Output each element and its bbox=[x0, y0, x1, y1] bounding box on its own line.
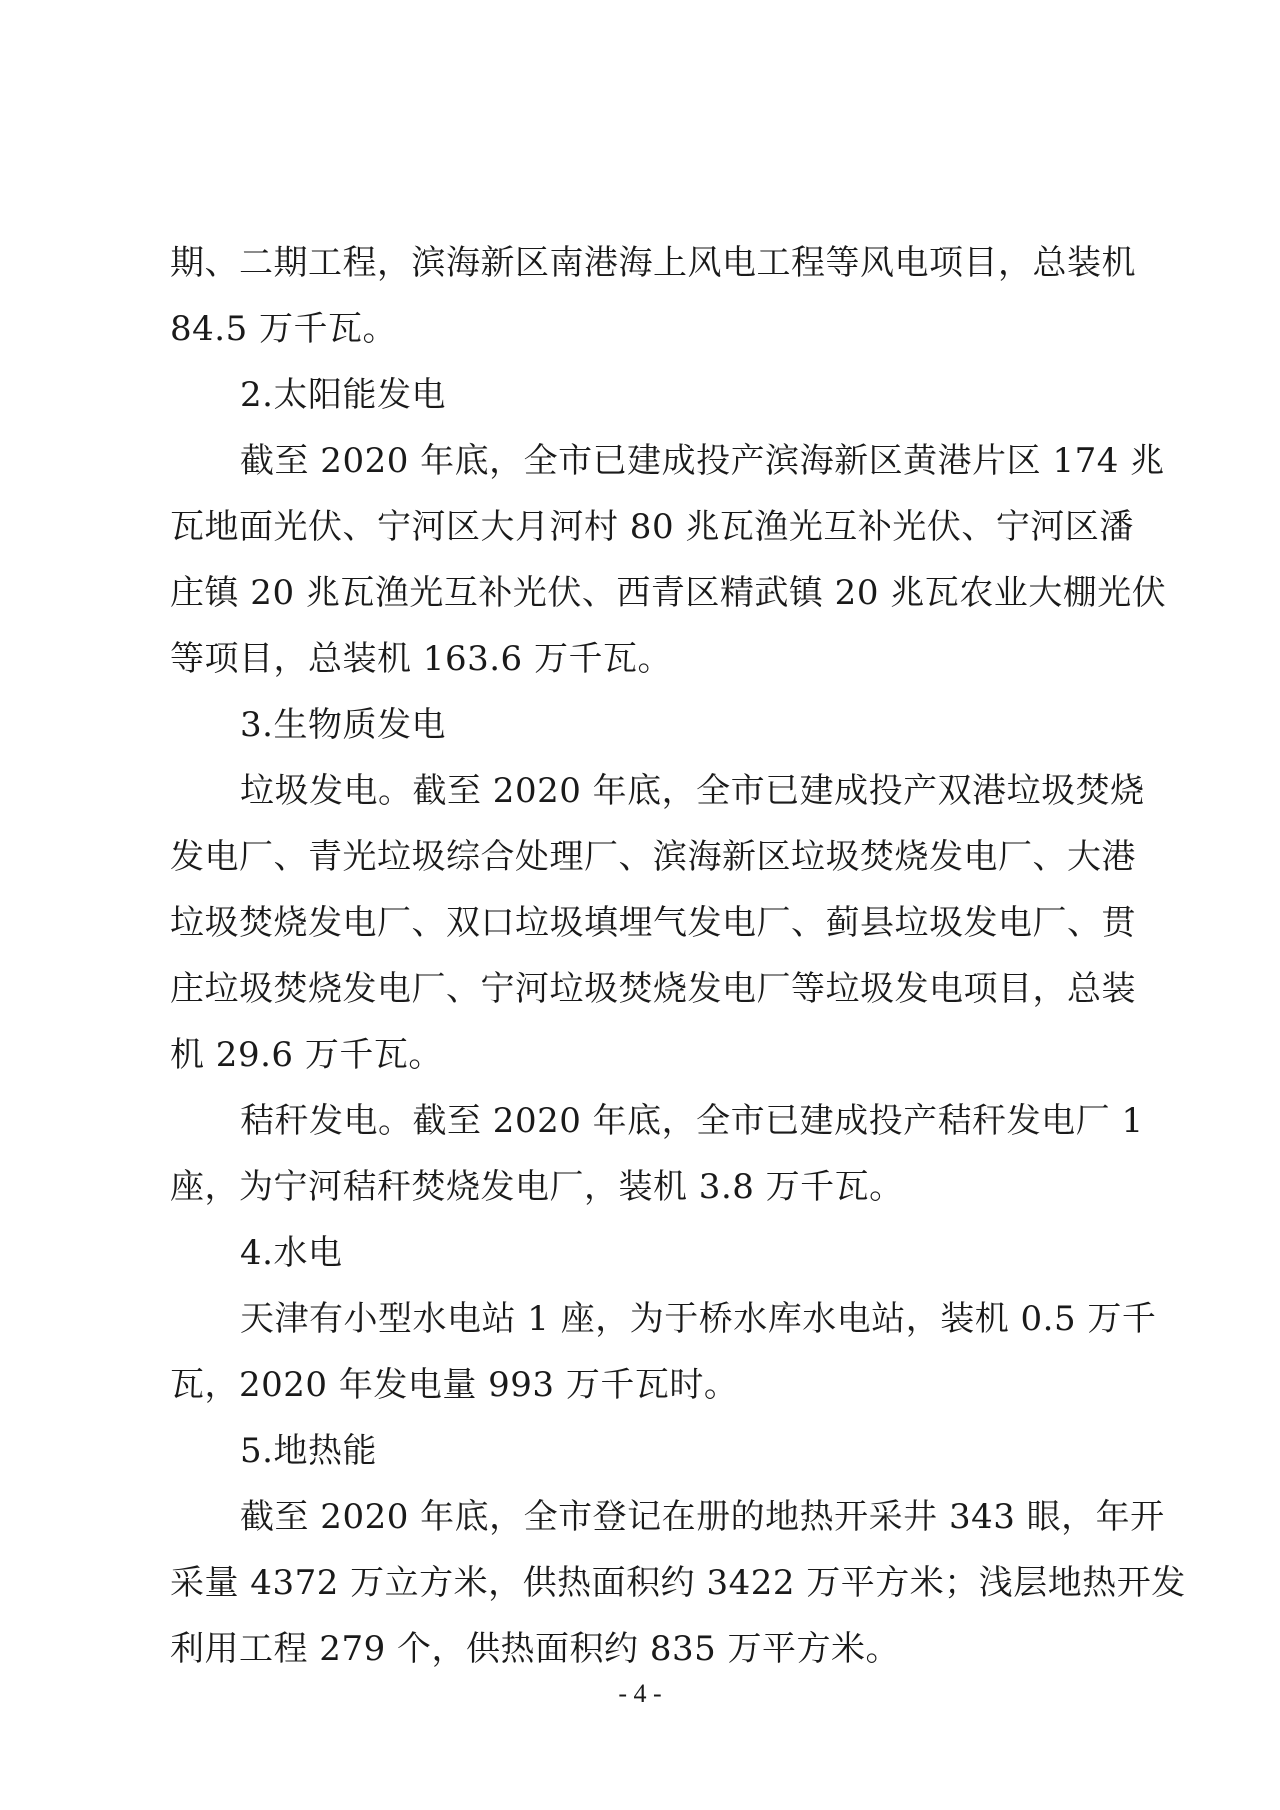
paragraph-line: 截至 2020 年底，全市已建成投产滨海新区黄港片区 174 兆 bbox=[240, 441, 1165, 481]
page-number: - 4 - bbox=[618, 1679, 662, 1708]
paragraph-line: 庄镇 20 兆瓦渔光互补光伏、西青区精武镇 20 兆瓦农业大棚光伏 bbox=[170, 573, 1167, 613]
paragraph-line: 瓦，2020 年发电量 993 万千瓦时。 bbox=[170, 1365, 739, 1405]
paragraph-line: 天津有小型水电站 1 座，为于桥水库水电站，装机 0.5 万千 bbox=[240, 1299, 1157, 1339]
paragraph-line: 机 29.6 万千瓦。 bbox=[170, 1035, 443, 1075]
paragraph-line: 垃圾焚烧发电厂、双口垃圾填埋气发电厂、蓟县垃圾发电厂、贯 bbox=[170, 903, 1136, 943]
section-heading-geothermal: 5.地热能 bbox=[240, 1431, 377, 1471]
paragraph-line: 等项目，总装机 163.6 万千瓦。 bbox=[170, 639, 672, 679]
paragraph-line: 座，为宁河秸秆焚烧发电厂，装机 3.8 万千瓦。 bbox=[170, 1167, 904, 1207]
paragraph-line: 截至 2020 年底，全市登记在册的地热开采井 343 眼，年开 bbox=[240, 1497, 1165, 1537]
section-heading-biomass: 3.生物质发电 bbox=[240, 705, 446, 745]
paragraph-line: 发电厂、青光垃圾综合处理厂、滨海新区垃圾焚烧发电厂、大港 bbox=[170, 837, 1136, 877]
paragraph-line: 垃圾发电。截至 2020 年底，全市已建成投产双港垃圾焚烧 bbox=[240, 771, 1145, 811]
section-heading-hydro: 4.水电 bbox=[240, 1233, 343, 1273]
paragraph-line: 采量 4372 万立方米，供热面积约 3422 万平方米；浅层地热开发 bbox=[170, 1563, 1186, 1603]
paragraph-line: 瓦地面光伏、宁河区大月河村 80 兆瓦渔光互补光伏、宁河区潘 bbox=[170, 507, 1134, 547]
paragraph-line: 期、二期工程，滨海新区南港海上风电工程等风电项目，总装机 bbox=[170, 243, 1136, 283]
body-text bbox=[170, 230, 1186, 1682]
paragraph-line: 庄垃圾焚烧发电厂、宁河垃圾焚烧发电厂等垃圾发电项目，总装 bbox=[170, 969, 1136, 1009]
paragraph-line: 84.5 万千瓦。 bbox=[170, 309, 398, 349]
paragraph-line: 秸秆发电。截至 2020 年底，全市已建成投产秸秆发电厂 1 bbox=[240, 1101, 1144, 1141]
section-heading-solar: 2.太阳能发电 bbox=[240, 375, 446, 415]
paragraph-line: 利用工程 279 个，供热面积约 835 万平方米。 bbox=[170, 1629, 901, 1669]
